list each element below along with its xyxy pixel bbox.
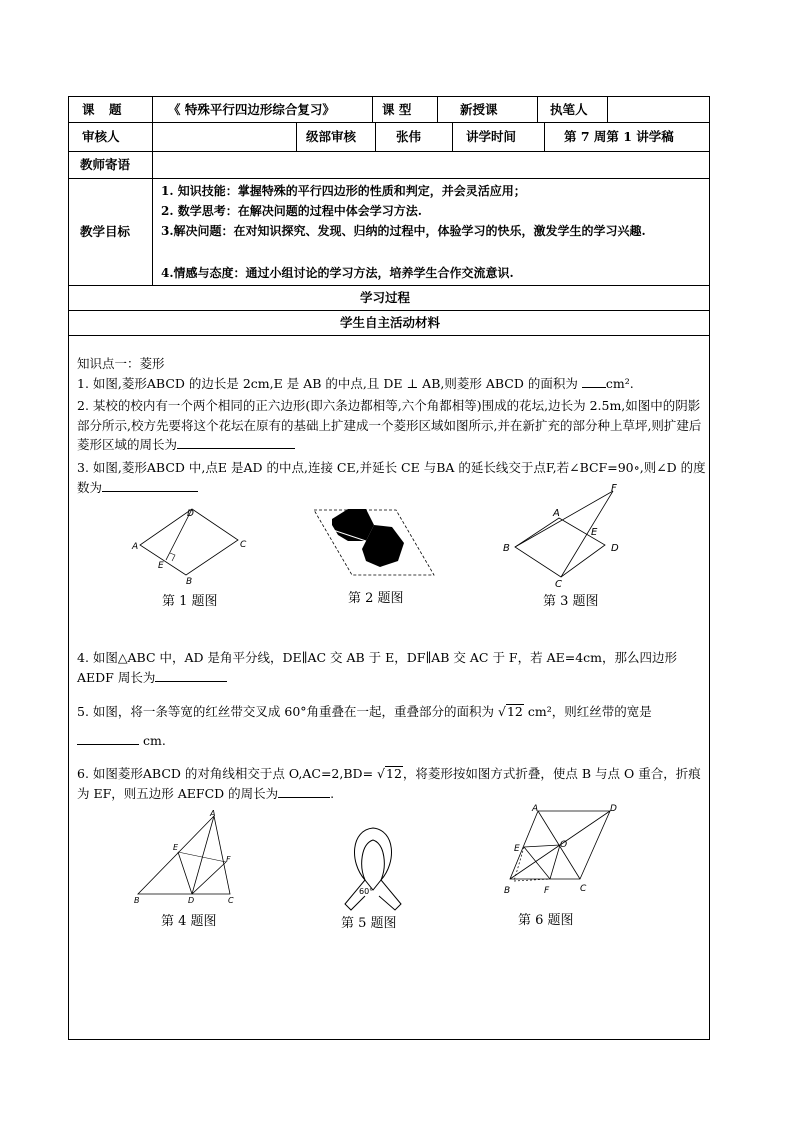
question-4-text: 4. 如图△ABC 中，AD 是角平分线，DE∥AC 交 AB 于 E，DF∥AB 交 AC 于 F，若 AE=4cm，那么四边形 AEDF 周长为 (77, 650, 678, 685)
type-label: 课 型 (382, 102, 412, 117)
label-e: E (514, 844, 520, 854)
row-divider (68, 178, 710, 179)
figure-3-caption: 第 3 题图 (543, 594, 599, 609)
label-d: D (187, 509, 194, 519)
label-o: O (560, 840, 568, 850)
row-divider (68, 285, 710, 286)
col-divider (152, 96, 153, 285)
question-2-text: 2. 某校的校内有一个两个相同的正六边形(即六条边都相等,六个角都相等)围成的花坛,边长为 2.5m,如图中的阴影部分所示,校方先要将这个花坛在原有的基础上扩建成一个菱形区域如图所示,并在新扩充的部分种上草坪,则扩建后菱形区域的周长为 (77, 398, 702, 452)
col-divider (375, 122, 376, 151)
label-a: A (553, 508, 560, 519)
reviewer-label: 审核人 (82, 129, 120, 144)
col-divider (607, 96, 608, 122)
time-label: 讲学时间 (466, 129, 517, 144)
answer-blank[interactable] (155, 681, 227, 682)
teacher-message-label: 教师寄语 (80, 157, 131, 172)
label-c: C (555, 579, 562, 588)
goal-2: 2. 数学思考：在解决问题的过程中体会学习方法. (161, 204, 422, 218)
label-b: B (186, 577, 193, 585)
label-f: F (226, 855, 231, 864)
figure-3-rhombus (495, 483, 635, 588)
question-5-text-2: cm²，则红丝带的宽是 (527, 704, 652, 719)
goals-label: 教学目标 (80, 224, 131, 239)
row-divider (68, 151, 710, 152)
section-learning-process: 学习过程 (360, 290, 411, 305)
figure-6-folded-rhombus (500, 803, 625, 898)
figure-5-caption: 第 5 题图 (341, 916, 397, 931)
question-1 (77, 374, 707, 394)
label-b: B (504, 886, 511, 896)
question-3-text: 3. 如图,菱形ABCD 中,点E 是AD 的中点,连接 CE,并延长 CE 与BA 的延长线交于点F,若∠BCF=90∘,则∠D 的度数为 (77, 460, 706, 495)
type-value: 新授课 (460, 102, 498, 117)
section-student-material: 学生自主活动材料 (340, 315, 441, 330)
question-6-text-2: ，将菱形按如图方式折叠，使点 B 与点 O 重合，折痕为 EF，则五边形 AEFCD 的周长为 (77, 766, 701, 801)
answer-blank[interactable] (77, 744, 139, 745)
figure-1-caption: 第 1 题图 (162, 594, 218, 609)
col-divider (544, 122, 545, 151)
label-e: E (591, 527, 598, 538)
label-c: C (228, 896, 234, 905)
label-b: B (503, 543, 510, 554)
col-divider (452, 122, 453, 151)
question-5-text: 5. 如图，将一条等宽的红丝带交叉成 60°角重叠在一起，重叠部分的面积为 (77, 704, 495, 719)
question-5-unit: cm. (142, 733, 166, 748)
question-5: 5. 如图，将一条等宽的红丝带交叉成 60°角重叠在一起，重叠部分的面积为 √12 cm²，则红丝带的宽是 (77, 704, 652, 719)
col-divider (537, 96, 538, 122)
answer-blank[interactable] (278, 797, 330, 798)
question-2 (77, 396, 707, 455)
time-value: 第 7 周第 1 讲学稿 (564, 129, 674, 144)
label-a: A (210, 810, 216, 818)
question-4 (77, 648, 707, 687)
label-a: A (532, 804, 539, 814)
col-divider (296, 122, 297, 151)
figure-4-caption: 第 4 题图 (161, 914, 217, 929)
topic-heading: 知识点一：菱形 (77, 356, 165, 371)
question-6: 6. 如图菱形ABCD 的对角线相交于点 O,AC=2,BD= √12，将菱形按如图方式折叠，使点 B 与点 O 重合，折痕为 EF，则五边形 AEFCD 的周长为 . (77, 766, 701, 801)
row-divider (68, 122, 710, 123)
answer-blank[interactable] (177, 448, 295, 449)
dept-review-label: 级部审核 (306, 129, 357, 144)
goal-1: 1. 知识技能：掌握特殊的平行四边形的性质和判定，并会灵活应用； (161, 184, 526, 198)
figure-4-triangle (130, 810, 240, 905)
figure-2-hexagons (310, 505, 440, 580)
label-a: A (132, 542, 139, 552)
label-d: D (188, 896, 195, 905)
figure-5-ribbon (335, 822, 410, 912)
sqrt-value: 12 (386, 766, 402, 781)
figure-2-caption: 第 2 题图 (348, 591, 404, 606)
label-d: D (611, 543, 619, 554)
question-6-end: . (330, 785, 335, 801)
label-e: E (158, 561, 164, 571)
label-f: F (544, 886, 550, 896)
answer-blank[interactable] (582, 387, 606, 388)
row-divider (68, 310, 710, 311)
sqrt-value: 12 (506, 704, 523, 719)
question-1-unit: cm². (605, 376, 634, 391)
label-e: E (173, 843, 179, 852)
figure-1-rhombus (130, 505, 250, 585)
angle-label: 60° (359, 887, 374, 896)
author-label: 执笔人 (550, 102, 588, 117)
course-value: 《 特殊平行四边形综合复习》 (168, 102, 335, 117)
course-label: 课 题 (82, 102, 123, 117)
goal-3: 3.解决问题：在对知识探究、发现、归纳的过程中，体验学习的快乐，激发学生的学习兴趣. (161, 224, 646, 238)
label-c: C (580, 884, 587, 894)
label-f: F (611, 483, 617, 494)
row-divider (68, 335, 710, 336)
goal-4: 4.情感与态度：通过小组讨论的学习方法，培养学生合作交流意识. (161, 266, 514, 280)
col-divider (437, 96, 438, 122)
figure-6-caption: 第 6 题图 (518, 913, 574, 928)
label-d: D (610, 804, 617, 814)
answer-blank[interactable] (102, 491, 198, 492)
label-c: C (240, 540, 247, 550)
question-1-text: 1. 如图,菱形ABCD 的边长是 2cm,E 是 AB 的中点,且 DE ⊥ AB,则菱形 ABCD 的面积为 (77, 376, 578, 391)
question-6-text: 6. 如图菱形ABCD 的对角线相交于点 O,AC=2,BD= (77, 766, 374, 781)
label-b: B (134, 896, 140, 905)
dept-review-value: 张伟 (396, 129, 422, 144)
question-5-cont (77, 731, 707, 751)
col-divider (372, 96, 373, 122)
